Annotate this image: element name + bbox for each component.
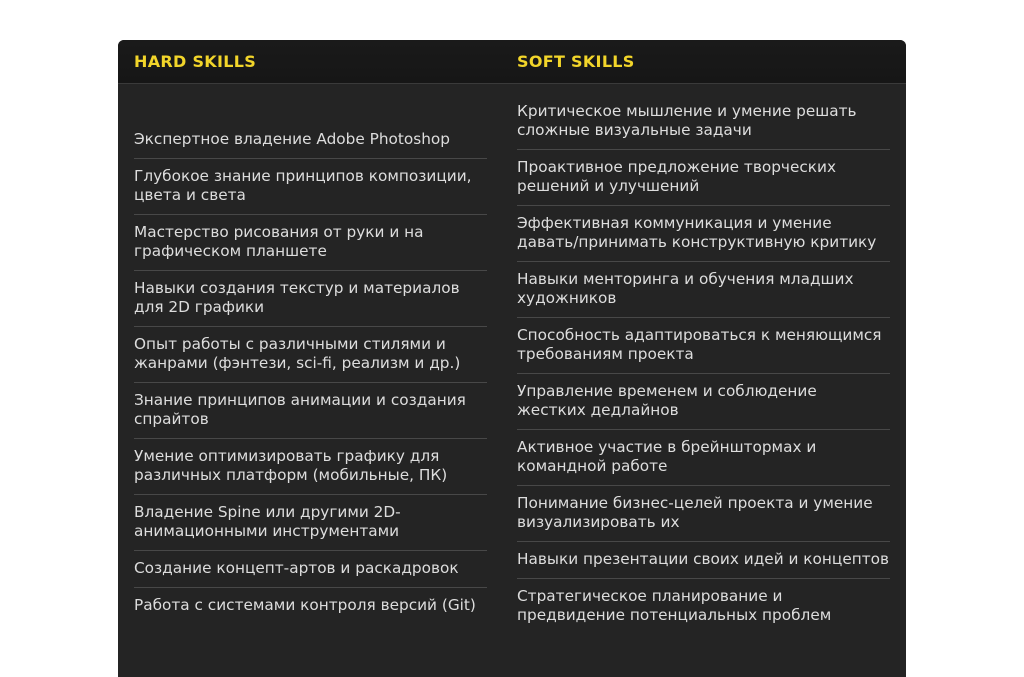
hard-skills-list bbox=[134, 130, 487, 624]
hard-skills-title: HARD SKILLS bbox=[134, 52, 257, 71]
hard-skill-item: Знание принципов анимации и создания спрайтов bbox=[134, 382, 487, 438]
soft-skills-list bbox=[517, 102, 890, 634]
soft-skill-item: Управление временем и соблюдение жестких дедлайнов bbox=[517, 373, 890, 429]
hard-skill-item: Владение Spine или другими 2D-анимационными инструментами bbox=[134, 494, 487, 550]
hard-skill-item: Умение оптимизировать графику для различных платформ (мобильные, ПК) bbox=[134, 438, 487, 494]
hard-skill-item: Работа с системами контроля версий (Git) bbox=[134, 587, 487, 624]
soft-skill-item: Понимание бизнес-целей проекта и умение визуализировать их bbox=[517, 485, 890, 541]
soft-skill-item: Активное участие в брейнштормах и командной работе bbox=[517, 429, 890, 485]
hard-skill-item: Создание концепт-артов и раскадровок bbox=[134, 550, 487, 587]
soft-skill-item: Стратегическое планирование и предвидение потенциальных проблем bbox=[517, 578, 890, 634]
soft-skill-item: Проактивное предложение творческих решений и улучшений bbox=[517, 149, 890, 205]
soft-skill-item: Навыки презентации своих идей и концептов bbox=[517, 541, 890, 578]
hard-skill-item: Глубокое знание принципов композиции, цвета и света bbox=[134, 158, 487, 214]
skills-header bbox=[118, 40, 906, 84]
hard-skill-item: Навыки создания текстур и материалов для 2D графики bbox=[134, 270, 487, 326]
soft-skill-item: Навыки менторинга и обучения младших художников bbox=[517, 261, 890, 317]
soft-skill-item: Способность адаптироваться к меняющимся требованиям проекта bbox=[517, 317, 890, 373]
soft-skill-item: Эффективная коммуникация и умение давать/принимать конструктивную критику bbox=[517, 205, 890, 261]
skills-card bbox=[118, 40, 906, 677]
hard-skill-item: Экспертное владение Adobe Photoshop bbox=[134, 130, 450, 148]
hard-skill-item: Опыт работы с различными стилями и жанрами (фэнтези, sci-fi, реализм и др.) bbox=[134, 326, 487, 382]
soft-skills-title: SOFT SKILLS bbox=[517, 52, 635, 71]
hard-skill-item: Мастерство рисования от руки и на графическом планшете bbox=[134, 214, 487, 270]
soft-skill-item: Критическое мышление и умение решать сложные визуальные задачи bbox=[517, 102, 857, 139]
